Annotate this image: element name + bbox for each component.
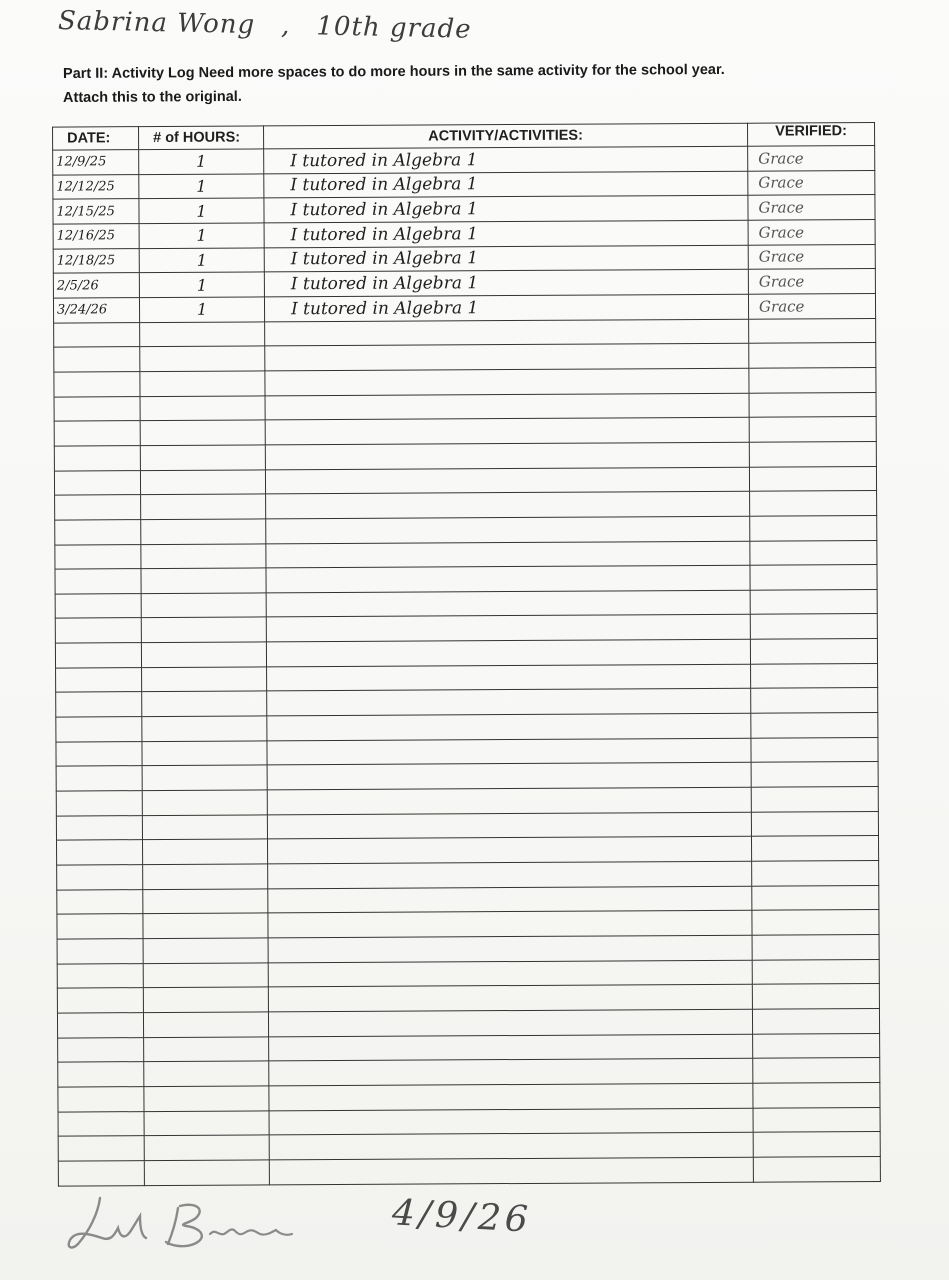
blank-date-cell <box>54 347 140 372</box>
blank-activity-cell <box>266 639 750 666</box>
blank-date-cell <box>54 470 140 495</box>
blank-date-cell <box>57 1013 143 1038</box>
blank-date-cell <box>56 692 142 717</box>
blank-verified-cell <box>750 639 877 664</box>
date-cell: 12/12/25 <box>53 174 139 199</box>
blank-date-cell <box>55 593 141 618</box>
blank-date-cell <box>58 1087 144 1112</box>
activity-cell: I tutored in Algebra 1 <box>264 269 748 296</box>
blank-activity-cell <box>266 541 750 568</box>
blank-date-cell <box>57 939 143 964</box>
blank-date-cell <box>54 445 140 470</box>
blank-verified-cell <box>752 959 879 984</box>
blank-activity-cell <box>269 1132 753 1159</box>
blank-activity-cell <box>269 1108 753 1135</box>
blank-verified-cell <box>749 343 876 368</box>
blank-hours-cell <box>143 963 268 988</box>
blank-hours-cell <box>141 593 266 618</box>
blank-hours-cell <box>140 371 265 396</box>
activity-cell: I tutored in Algebra 1 <box>264 245 748 272</box>
blank-hours-cell <box>140 346 265 371</box>
blank-hours-cell <box>144 1086 269 1111</box>
blank-date-cell <box>56 840 142 865</box>
verified-cell: Grace <box>748 293 875 318</box>
blank-verified-cell <box>749 466 876 491</box>
blank-hours-cell <box>143 938 268 963</box>
blank-activity-cell <box>268 886 752 913</box>
blank-date-cell <box>58 1111 144 1136</box>
blank-activity-cell <box>266 615 750 642</box>
blank-hours-cell <box>141 494 266 519</box>
blank-date-cell <box>56 741 142 766</box>
blank-hours-cell <box>142 815 267 840</box>
blank-activity-cell <box>266 516 750 543</box>
blank-verified-cell <box>751 836 878 861</box>
student-grade: 10th grade <box>316 11 472 45</box>
blank-verified-cell <box>750 491 877 516</box>
blank-hours-cell <box>143 913 268 938</box>
blank-activity-cell <box>265 319 749 346</box>
blank-hours-cell <box>144 1061 269 1086</box>
blank-activity-cell <box>267 787 751 814</box>
blank-date-cell <box>58 1037 144 1062</box>
blank-verified-cell <box>752 861 879 886</box>
blank-date-cell <box>57 963 143 988</box>
date-cell: 2/5/26 <box>53 273 139 298</box>
blank-activity-cell <box>269 1058 753 1085</box>
blank-verified-cell <box>750 540 877 565</box>
hours-cell: 1 <box>139 248 264 273</box>
verified-cell: Grace <box>748 170 875 195</box>
signature <box>60 1178 380 1258</box>
column-header-activity: ACTIVITY/ACTIVITIES: <box>264 123 748 149</box>
blank-hours-cell <box>143 889 268 914</box>
blank-verified-cell <box>750 515 877 540</box>
date-cell: 3/24/26 <box>53 298 139 323</box>
activity-cell: I tutored in Algebra 1 <box>264 220 748 247</box>
blank-activity-cell <box>267 664 751 691</box>
column-header-date: DATE: <box>53 127 139 150</box>
activity-cell: I tutored in Algebra 1 <box>264 171 748 198</box>
blank-activity-cell <box>265 442 749 469</box>
blank-date-cell <box>55 495 141 520</box>
blank-activity-cell <box>266 565 750 592</box>
blank-date-cell <box>54 421 140 446</box>
blank-activity-cell <box>267 812 751 839</box>
blank-verified-cell <box>751 688 878 713</box>
blank-date-cell <box>55 544 141 569</box>
blank-verified-cell <box>750 589 877 614</box>
blank-hours-cell <box>142 716 267 741</box>
blank-verified-cell <box>749 367 876 392</box>
blank-verified-cell <box>751 762 878 787</box>
blank-activity-cell <box>265 417 749 444</box>
blank-date-cell <box>55 618 141 643</box>
hours-cell: 1 <box>139 272 264 297</box>
blank-hours-cell <box>142 765 267 790</box>
blank-verified-cell <box>753 1156 880 1182</box>
blank-hours-cell <box>140 395 265 420</box>
blank-date-cell <box>54 396 140 421</box>
blank-date-cell <box>58 1062 144 1087</box>
blank-hours-cell <box>141 642 266 667</box>
blank-hours-cell <box>143 864 268 889</box>
blank-date-cell <box>54 372 140 397</box>
activity-cell: I tutored in Algebra 1 <box>264 294 748 321</box>
blank-date-cell <box>57 865 143 890</box>
column-header-hours: # of HOURS: <box>139 126 264 150</box>
blank-date-cell <box>55 643 141 668</box>
blank-date-cell <box>55 569 141 594</box>
blank-verified-cell <box>749 392 876 417</box>
blank-hours-cell <box>140 420 265 445</box>
blank-hours-cell <box>143 1012 268 1037</box>
blank-verified-cell <box>751 737 878 762</box>
blank-hours-cell <box>141 568 266 593</box>
date-cell: 12/15/25 <box>53 199 139 224</box>
blank-hours-cell <box>143 987 268 1012</box>
blank-activity-cell <box>267 763 751 790</box>
student-info-line <box>58 6 472 45</box>
blank-date-cell <box>55 519 141 544</box>
blank-activity-cell <box>268 911 752 938</box>
blank-activity-cell <box>267 689 751 716</box>
blank-activity-cell <box>266 491 750 518</box>
blank-verified-cell <box>752 885 879 910</box>
date-cell: 12/16/25 <box>53 224 139 249</box>
blank-activity-cell <box>269 1083 753 1110</box>
blank-hours-cell <box>142 691 267 716</box>
blank-date-cell <box>54 322 140 347</box>
verified-cell: Grace <box>748 219 875 244</box>
blank-activity-cell <box>266 590 750 617</box>
blank-verified-cell <box>751 713 878 738</box>
blank-date-cell <box>56 717 142 742</box>
blank-hours-cell <box>142 839 267 864</box>
blank-verified-cell <box>752 984 879 1009</box>
blank-activity-cell <box>269 1034 753 1061</box>
hours-cell: 1 <box>139 174 264 199</box>
blank-activity-cell <box>268 1009 752 1036</box>
student-name: Sabrina Wong <box>57 6 256 41</box>
blank-date-cell <box>57 988 143 1013</box>
hours-cell: 1 <box>139 149 264 174</box>
blank-verified-cell <box>749 318 876 343</box>
blank-verified-cell <box>750 614 877 639</box>
blank-verified-cell <box>752 1008 879 1033</box>
verified-cell: Grace <box>748 244 875 269</box>
blank-activity-cell <box>267 837 751 864</box>
blank-verified-cell <box>749 441 876 466</box>
activity-cell: I tutored in Algebra 1 <box>264 196 748 223</box>
attach-note: Attach this to the original. <box>62 88 242 106</box>
signature-drawing <box>60 1178 380 1258</box>
blank-hours-cell <box>141 617 266 642</box>
blank-verified-cell <box>752 934 879 959</box>
blank-hours-cell <box>144 1110 269 1135</box>
blank-hours-cell <box>141 543 266 568</box>
blank-date-cell <box>56 815 142 840</box>
blank-hours-cell <box>140 469 265 494</box>
verified-cell: Grace <box>748 146 875 171</box>
blank-hours-cell <box>140 322 265 347</box>
blank-verified-cell <box>753 1033 880 1058</box>
blank-hours-cell <box>144 1037 269 1062</box>
hours-cell: 1 <box>139 223 264 248</box>
verified-cell: Grace <box>748 195 875 220</box>
signature-date: 4/9/26 <box>391 1192 533 1241</box>
blank-activity-cell <box>265 368 749 395</box>
blank-activity-cell <box>265 343 749 370</box>
blank-verified-cell <box>753 1132 880 1157</box>
blank-date-cell <box>56 791 142 816</box>
column-header-verified: VERIFIED: <box>748 123 875 147</box>
date-cell: 12/9/25 <box>53 150 139 175</box>
blank-hours-cell <box>142 667 267 692</box>
blank-activity-cell <box>265 393 749 420</box>
blank-date-cell <box>58 1136 144 1161</box>
blank-verified-cell <box>751 811 878 836</box>
blank-activity-cell <box>268 960 752 987</box>
blank-verified-cell <box>751 663 878 688</box>
blank-activity-cell <box>265 467 749 494</box>
blank-activity-cell <box>268 861 752 888</box>
blank-activity-cell <box>268 935 752 962</box>
blank-verified-cell <box>753 1082 880 1107</box>
blank-verified-cell <box>749 417 876 442</box>
blank-hours-cell <box>144 1135 269 1160</box>
hours-cell: 1 <box>139 297 264 322</box>
blank-hours-cell <box>142 790 267 815</box>
blank-hours-cell <box>141 519 266 544</box>
blank-verified-cell <box>750 565 877 590</box>
blank-date-cell <box>56 667 142 692</box>
blank-date-cell <box>56 766 142 791</box>
blank-verified-cell <box>753 1107 880 1132</box>
hours-cell: 1 <box>139 198 264 223</box>
table-body <box>53 146 881 1187</box>
activity-log-table <box>52 122 881 1187</box>
blank-activity-cell <box>267 738 751 765</box>
blank-verified-cell <box>751 787 878 812</box>
blank-date-cell <box>57 889 143 914</box>
blank-activity-cell <box>267 713 751 740</box>
separator-comma: , <box>280 10 291 41</box>
blank-activity-cell <box>268 985 752 1012</box>
blank-hours-cell <box>140 445 265 470</box>
part-title: Part II: Activity Log Need more spaces to do more hours in the same activity for the school year. <box>62 61 725 82</box>
verified-cell: Grace <box>748 269 875 294</box>
blank-verified-cell <box>752 910 879 935</box>
blank-date-cell <box>57 914 143 939</box>
activity-cell: I tutored in Algebra 1 <box>264 146 748 173</box>
date-cell: 12/18/25 <box>53 248 139 273</box>
blank-verified-cell <box>753 1058 880 1083</box>
blank-hours-cell <box>142 741 267 766</box>
